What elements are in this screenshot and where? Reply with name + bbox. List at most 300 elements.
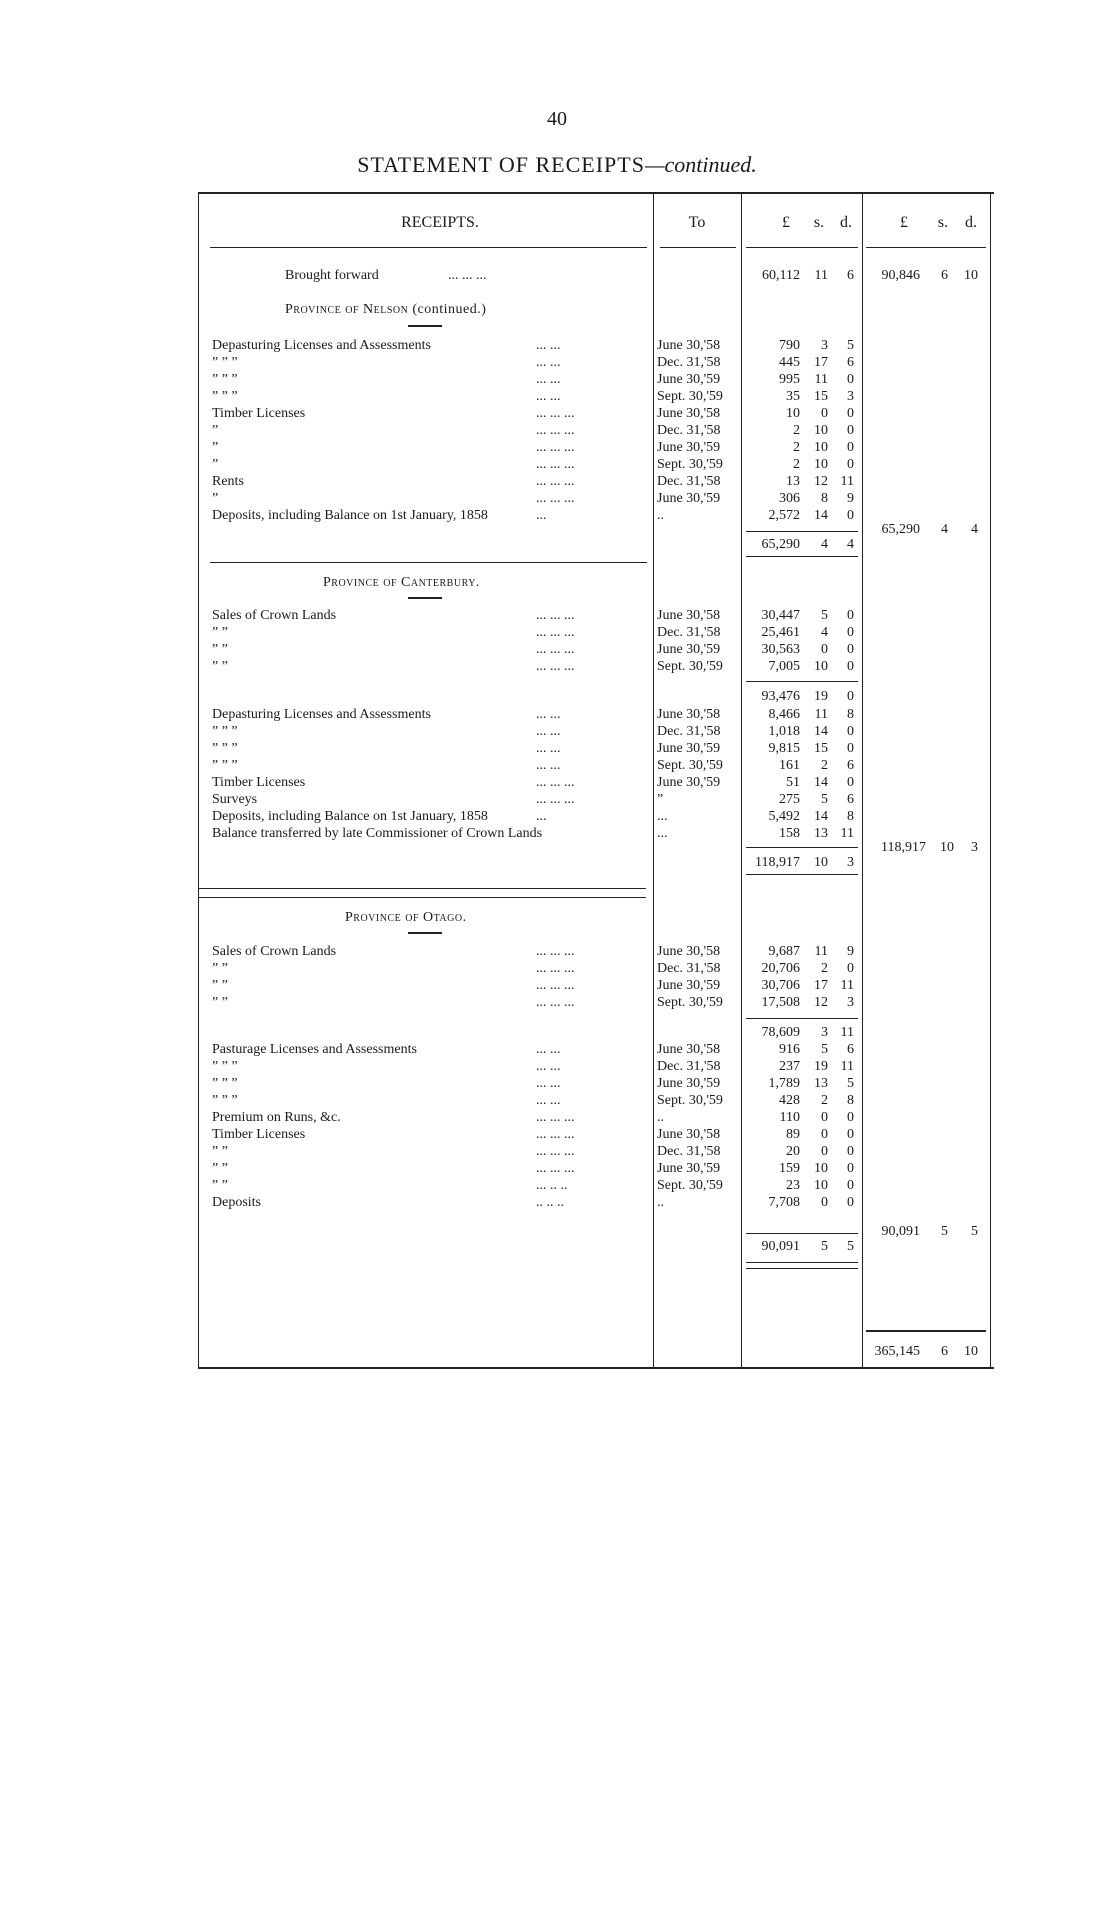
otago-shillings: 0 (821, 1110, 828, 1125)
title-suffix: —continued. (644, 152, 757, 177)
canterbury-land-dots: ... ... ... (536, 625, 575, 640)
nelson-shillings: 10 (814, 440, 828, 455)
canterbury-land-subtotal-shillings: 19 (814, 689, 828, 704)
nelson-pence: 0 (847, 372, 854, 387)
canterbury-land-row (0, 659, 1114, 674)
otago-land-row (0, 961, 1114, 976)
otago-subtotal-pence: 5 (847, 1239, 854, 1254)
nelson-pence: 6 (847, 355, 854, 370)
table-bottom-rule (198, 1367, 994, 1369)
otago-shillings: 0 (821, 1144, 828, 1159)
nelson-label: ” ” ” (212, 355, 238, 370)
nelson-dots: ... (536, 508, 547, 523)
otago-row (0, 1178, 1114, 1193)
otago-dots: ... ... ... (536, 1110, 575, 1125)
otago-row (0, 1059, 1114, 1074)
otago-land-date: June 30,'58 (657, 944, 721, 959)
canterbury-row (0, 741, 1114, 756)
nelson-shillings: 3 (821, 338, 828, 353)
nelson-pounds: 995 (779, 372, 800, 387)
nelson-label: ” (212, 457, 219, 472)
nelson-subtotal-double-rule (746, 556, 858, 557)
canterbury-total-shillings: 10 (940, 840, 954, 855)
canterbury-land-date: June 30,'59 (657, 642, 721, 657)
canterbury-land-dots: ... ... ... (536, 642, 575, 657)
canterbury-row (0, 758, 1114, 773)
otago-total-pence: 5 (971, 1224, 978, 1239)
canterbury-row (0, 792, 1114, 807)
otago-date: .. (657, 1110, 664, 1125)
canterbury-pence: 0 (847, 775, 854, 790)
canterbury-label: Timber Licenses (212, 775, 306, 790)
nelson-label: Rents (212, 474, 244, 489)
canterbury-land-shillings: 0 (821, 642, 828, 657)
canterbury-pence: 11 (840, 826, 854, 841)
otago-land-pence: 0 (847, 961, 854, 976)
header-pence: d. (840, 214, 852, 231)
otago-date: June 30,'59 (657, 1076, 721, 1091)
nelson-pounds: 2 (793, 423, 800, 438)
otago-land-label: Sales of Crown Lands (212, 944, 337, 959)
otago-label: ” ” (212, 1161, 228, 1176)
canterbury-land-date: June 30,'58 (657, 608, 721, 623)
otago-shillings: 0 (821, 1127, 828, 1142)
otago-land-date: June 30,'59 (657, 978, 721, 993)
otago-row (0, 1093, 1114, 1108)
otago-heading-rule (408, 932, 442, 934)
canterbury-label: Depasturing Licenses and Assessments (212, 707, 431, 722)
otago-row (0, 1076, 1114, 1091)
canterbury-dots: ... ... ... (536, 792, 575, 807)
otago-land-dots: ... ... ... (536, 978, 575, 993)
nelson-subtotal-pounds: 65,290 (761, 537, 800, 552)
header-underline-to (660, 247, 736, 248)
canterbury-land-label: ” ” (212, 642, 228, 657)
nelson-shillings: 14 (814, 508, 828, 523)
otago-label: ” ” (212, 1178, 228, 1193)
canterbury-pounds: 8,466 (768, 707, 800, 722)
otago-label: Timber Licenses (212, 1127, 306, 1142)
nelson-date: June 30,'59 (657, 372, 721, 387)
header-to: To (688, 214, 706, 231)
otago-row (0, 1161, 1114, 1176)
nelson-date: Dec. 31,'58 (657, 355, 721, 370)
otago-land-subtotal-pence: 11 (840, 1025, 854, 1040)
otago-shillings: 10 (814, 1178, 828, 1193)
nelson-label: ” (212, 491, 219, 506)
nelson-pence: 3 (847, 389, 854, 404)
otago-dots: .. .. .. (536, 1195, 564, 1210)
header-pounds-total: £ (900, 214, 908, 231)
nelson-pounds: 13 (786, 474, 800, 489)
canterbury-shillings: 11 (814, 707, 828, 722)
canterbury-date: Sept. 30,'59 (657, 758, 723, 773)
otago-pence: 5 (847, 1076, 854, 1091)
canterbury-land-subtotal-rule (746, 681, 858, 682)
header-pounds: £ (782, 214, 790, 231)
nelson-row (0, 440, 1114, 455)
nelson-shillings: 0 (821, 406, 828, 421)
canterbury-land-subtotal-pounds: 93,476 (761, 689, 800, 704)
otago-pounds: 23 (786, 1178, 800, 1193)
otago-land-pence: 11 (840, 978, 854, 993)
otago-pence: 6 (847, 1042, 854, 1057)
title-main: STATEMENT OF RECEIPTS (357, 152, 645, 177)
otago-row (0, 1195, 1114, 1210)
nelson-label: ” (212, 440, 219, 455)
nelson-label: ” ” ” (212, 389, 238, 404)
header-receipts: RECEIPTS. (401, 214, 479, 231)
otago-subtotal-shillings: 5 (821, 1239, 828, 1254)
canterbury-subtotal-rule (746, 847, 858, 848)
header-underline-col2 (866, 247, 986, 248)
canterbury-label: ” ” ” (212, 741, 238, 756)
otago-land-date: Dec. 31,'58 (657, 961, 721, 976)
canterbury-row (0, 826, 1114, 841)
nelson-shillings: 10 (814, 457, 828, 472)
nelson-total-pence: 4 (971, 522, 978, 537)
canterbury-shillings: 14 (814, 809, 828, 824)
brought-forward-row (0, 268, 1114, 283)
canterbury-dots: ... ... ... (536, 775, 575, 790)
otago-land-pounds: 30,706 (761, 978, 800, 993)
canterbury-shillings: 14 (814, 775, 828, 790)
nelson-date: June 30,'58 (657, 406, 721, 421)
nelson-row (0, 474, 1114, 489)
nelson-row (0, 406, 1114, 421)
canterbury-land-date: Sept. 30,'59 (657, 659, 723, 674)
nelson-shillings: 15 (814, 389, 828, 404)
canterbury-land-subtotal-pence: 0 (847, 689, 854, 704)
page-number: 40 (547, 108, 567, 130)
nelson-pence: 0 (847, 440, 854, 455)
canterbury-label: Deposits, including Balance on 1st January, 1858 (212, 809, 488, 824)
otago-date: Sept. 30,'59 (657, 1178, 723, 1193)
canterbury-heading-rule (408, 597, 442, 599)
otago-shillings: 10 (814, 1161, 828, 1176)
canterbury-pounds: 158 (779, 826, 800, 841)
canterbury-dots: ... (536, 809, 547, 824)
nelson-dots: ... ... ... (536, 474, 575, 489)
otago-shillings: 19 (814, 1059, 828, 1074)
otago-pounds: 89 (786, 1127, 800, 1142)
nelson-shillings: 8 (821, 491, 828, 506)
nelson-dots: ... ... ... (536, 457, 575, 472)
canterbury-label: ” ” ” (212, 724, 238, 739)
otago-land-pounds: 20,706 (761, 961, 800, 976)
nelson-pence: 9 (847, 491, 854, 506)
otago-shillings: 13 (814, 1076, 828, 1091)
canterbury-land-date: Dec. 31,'58 (657, 625, 721, 640)
otago-date: June 30,'59 (657, 1161, 721, 1176)
nelson-label: ” ” ” (212, 372, 238, 387)
canterbury-land-pence: 0 (847, 608, 854, 623)
otago-shillings: 5 (821, 1042, 828, 1057)
nelson-row (0, 389, 1114, 404)
canterbury-dots: ... ... (536, 758, 561, 773)
canterbury-land-pounds: 30,563 (761, 642, 800, 657)
canterbury-row (0, 775, 1114, 790)
otago-land-pence: 9 (847, 944, 854, 959)
canterbury-total-pence: 3 (971, 840, 978, 855)
canterbury-land-label: Sales of Crown Lands (212, 608, 337, 623)
canterbury-land-row (0, 642, 1114, 657)
otago-land-pence: 3 (847, 995, 854, 1010)
canterbury-row (0, 724, 1114, 739)
canterbury-date: June 30,'59 (657, 775, 721, 790)
brought-forward-pounds: 60,112 (762, 268, 800, 283)
brought-forward-pence: 6 (847, 268, 854, 283)
nelson-row (0, 508, 1114, 523)
canterbury-total-pounds: 118,917 (881, 840, 926, 855)
nelson-shillings: 17 (814, 355, 828, 370)
otago-row (0, 1127, 1114, 1142)
otago-subtotal-triple-rule (746, 1268, 858, 1269)
nelson-end-rule (210, 562, 647, 563)
otago-pounds: 7,708 (768, 1195, 800, 1210)
otago-label: ” ” ” (212, 1059, 238, 1074)
otago-pence: 0 (847, 1161, 854, 1176)
brought-forward-pence-total: 10 (964, 268, 978, 283)
nelson-subtotal-rule (746, 531, 858, 532)
nelson-dots: ... ... (536, 372, 561, 387)
canterbury-label: Balance transferred by late Commissioner of Crown Lands (212, 826, 543, 841)
grand-total-pounds: 365,145 (874, 1344, 920, 1359)
canterbury-land-pence: 0 (847, 642, 854, 657)
canterbury-subtotal-shillings: 10 (814, 855, 828, 870)
otago-row (0, 1110, 1114, 1125)
canterbury-subtotal-pence: 3 (847, 855, 854, 870)
brought-forward-dots: ... ... ... (448, 268, 487, 283)
canterbury-land-label: ” ” (212, 625, 228, 640)
canterbury-row (0, 809, 1114, 824)
canterbury-dots: ... ... (536, 707, 561, 722)
canterbury-subtotal-double-rule (746, 874, 858, 875)
otago-label: ” ” ” (212, 1076, 238, 1091)
nelson-pounds: 2 (793, 440, 800, 455)
canterbury-dots: ... ... (536, 724, 561, 739)
otago-pence: 8 (847, 1093, 854, 1108)
canterbury-label: ” ” ” (212, 758, 238, 773)
otago-dots: ... ... (536, 1076, 561, 1091)
canterbury-shillings: 14 (814, 724, 828, 739)
otago-dots: ... ... ... (536, 1127, 575, 1142)
canterbury-pence: 6 (847, 758, 854, 773)
grand-total-shillings: 6 (941, 1344, 948, 1359)
nelson-pence: 0 (847, 406, 854, 421)
canterbury-shillings: 13 (814, 826, 828, 841)
otago-pence: 0 (847, 1195, 854, 1210)
table-top-rule (198, 192, 994, 194)
canterbury-heading: Province of Canterbury. (323, 575, 480, 590)
otago-date: Dec. 31,'58 (657, 1059, 721, 1074)
otago-dots: ... ... (536, 1059, 561, 1074)
otago-pounds: 20 (786, 1144, 800, 1159)
otago-land-date: Sept. 30,'59 (657, 995, 723, 1010)
nelson-total-pounds: 65,290 (881, 522, 920, 537)
header-underline-col1 (746, 247, 858, 248)
canterbury-dots: ... ... (536, 741, 561, 756)
nelson-pence: 0 (847, 508, 854, 523)
otago-shillings: 0 (821, 1195, 828, 1210)
canterbury-pence: 0 (847, 724, 854, 739)
nelson-row (0, 423, 1114, 438)
otago-subtotal-double-rule (746, 1262, 858, 1263)
otago-row (0, 1144, 1114, 1159)
otago-date: June 30,'58 (657, 1042, 721, 1057)
canterbury-land-pounds: 25,461 (761, 625, 800, 640)
canterbury-land-pence: 0 (847, 659, 854, 674)
nelson-date: .. (657, 508, 664, 523)
canterbury-date: ... (657, 809, 668, 824)
nelson-heading-rule (408, 325, 442, 327)
nelson-dots: ... ... (536, 355, 561, 370)
nelson-row (0, 457, 1114, 472)
nelson-date: June 30,'59 (657, 491, 721, 506)
nelson-label: Deposits, including Balance on 1st January, 1858 (212, 508, 488, 523)
canterbury-land-dots: ... ... ... (536, 659, 575, 674)
page-title (0, 152, 1114, 178)
otago-pence: 0 (847, 1127, 854, 1142)
nelson-shillings: 11 (814, 372, 828, 387)
otago-dots: ... ... ... (536, 1144, 575, 1159)
nelson-label: ” (212, 423, 219, 438)
nelson-pounds: 2 (793, 457, 800, 472)
canterbury-land-shillings: 4 (821, 625, 828, 640)
otago-date: Sept. 30,'59 (657, 1093, 723, 1108)
otago-dots: ... ... (536, 1042, 561, 1057)
brought-forward-pounds-total: 90,846 (881, 268, 920, 283)
otago-land-shillings: 2 (821, 961, 828, 976)
otago-date: June 30,'58 (657, 1127, 721, 1142)
nelson-subtotal-pence: 4 (847, 537, 854, 552)
nelson-pounds: 2,572 (768, 508, 800, 523)
otago-date: .. (657, 1195, 664, 1210)
grand-total-pence: 10 (964, 1344, 978, 1359)
canterbury-date: June 30,'58 (657, 707, 721, 722)
canterbury-pence: 0 (847, 741, 854, 756)
canterbury-land-pounds: 30,447 (761, 608, 800, 623)
nelson-pence: 11 (840, 474, 854, 489)
otago-pounds: 428 (779, 1093, 800, 1108)
header-underline (210, 247, 647, 248)
otago-land-dots: ... ... ... (536, 995, 575, 1010)
brought-forward-shillings-total: 6 (941, 268, 948, 283)
canterbury-land-shillings: 5 (821, 608, 828, 623)
otago-subtotal-rule (746, 1233, 858, 1234)
nelson-dots: ... ... ... (536, 440, 575, 455)
otago-pence: 11 (840, 1059, 854, 1074)
nelson-dots: ... ... ... (536, 406, 575, 421)
nelson-pounds: 306 (779, 491, 800, 506)
canterbury-land-label: ” ” (212, 659, 228, 674)
otago-land-row (0, 978, 1114, 993)
otago-dots: ... ... ... (536, 1161, 575, 1176)
otago-land-label: ” ” (212, 995, 228, 1010)
otago-land-subtotal-rule (746, 1018, 858, 1019)
otago-land-shillings: 17 (814, 978, 828, 993)
nelson-row (0, 355, 1114, 370)
nelson-pence: 5 (847, 338, 854, 353)
nelson-row (0, 372, 1114, 387)
canterbury-land-dots: ... ... ... (536, 608, 575, 623)
canterbury-shillings: 15 (814, 741, 828, 756)
otago-land-subtotal-shillings: 3 (821, 1025, 828, 1040)
otago-pounds: 110 (779, 1110, 800, 1125)
nelson-date: Sept. 30,'59 (657, 457, 723, 472)
otago-subtotal-pounds: 90,091 (761, 1239, 800, 1254)
canterbury-subtotal-pounds: 118,917 (755, 855, 800, 870)
canterbury-pence: 8 (847, 809, 854, 824)
nelson-pounds: 445 (779, 355, 800, 370)
canterbury-date: ” (657, 792, 664, 807)
otago-total-pounds: 90,091 (881, 1224, 920, 1239)
nelson-subtotal-shillings: 4 (821, 537, 828, 552)
otago-pounds: 1,789 (768, 1076, 800, 1091)
nelson-date: June 30,'59 (657, 440, 721, 455)
nelson-date: Dec. 31,'58 (657, 474, 721, 489)
nelson-dots: ... ... (536, 338, 561, 353)
canterbury-pence: 6 (847, 792, 854, 807)
canterbury-pounds: 1,018 (768, 724, 800, 739)
canterbury-pounds: 275 (779, 792, 800, 807)
otago-label: ” ” (212, 1144, 228, 1159)
header-shillings: s. (813, 214, 825, 231)
otago-pounds: 159 (779, 1161, 800, 1176)
canterbury-date: June 30,'59 (657, 741, 721, 756)
otago-land-pounds: 9,687 (768, 944, 800, 959)
otago-land-row (0, 995, 1114, 1010)
canterbury-shillings: 5 (821, 792, 828, 807)
brought-forward-shillings: 11 (814, 268, 828, 283)
nelson-label: Timber Licenses (212, 406, 306, 421)
otago-land-dots: ... ... ... (536, 961, 575, 976)
canterbury-land-pence: 0 (847, 625, 854, 640)
canterbury-pence: 8 (847, 707, 854, 722)
nelson-total-shillings: 4 (941, 522, 948, 537)
nelson-pounds: 790 (779, 338, 800, 353)
otago-label: Deposits (212, 1195, 261, 1210)
header-shillings-total: s. (937, 214, 949, 231)
otago-row (0, 1042, 1114, 1057)
grand-total-rule (866, 1330, 986, 1332)
canterbury-end-rule (198, 888, 646, 889)
otago-pounds: 237 (779, 1059, 800, 1074)
nelson-label: Depasturing Licenses and Assessments (212, 338, 431, 353)
nelson-dots: ... ... ... (536, 491, 575, 506)
canterbury-date: ... (657, 826, 668, 841)
nelson-pounds: 10 (786, 406, 800, 421)
otago-land-label: ” ” (212, 961, 228, 976)
header-pence-total: d. (965, 214, 977, 231)
otago-top-rule (198, 897, 646, 898)
otago-land-subtotal-pounds: 78,609 (761, 1025, 800, 1040)
canterbury-label: Surveys (212, 792, 258, 807)
nelson-dots: ... ... ... (536, 423, 575, 438)
nelson-heading-text: Province of Nelson (285, 302, 409, 317)
nelson-pounds: 35 (786, 389, 800, 404)
canterbury-land-row (0, 625, 1114, 640)
nelson-row (0, 491, 1114, 506)
otago-land-shillings: 11 (814, 944, 828, 959)
nelson-pence: 0 (847, 423, 854, 438)
otago-land-label: ” ” (212, 978, 228, 993)
nelson-date: Sept. 30,'59 (657, 389, 723, 404)
canterbury-land-shillings: 10 (814, 659, 828, 674)
otago-dots: ... ... (536, 1093, 561, 1108)
nelson-shillings: 10 (814, 423, 828, 438)
otago-land-row (0, 944, 1114, 959)
